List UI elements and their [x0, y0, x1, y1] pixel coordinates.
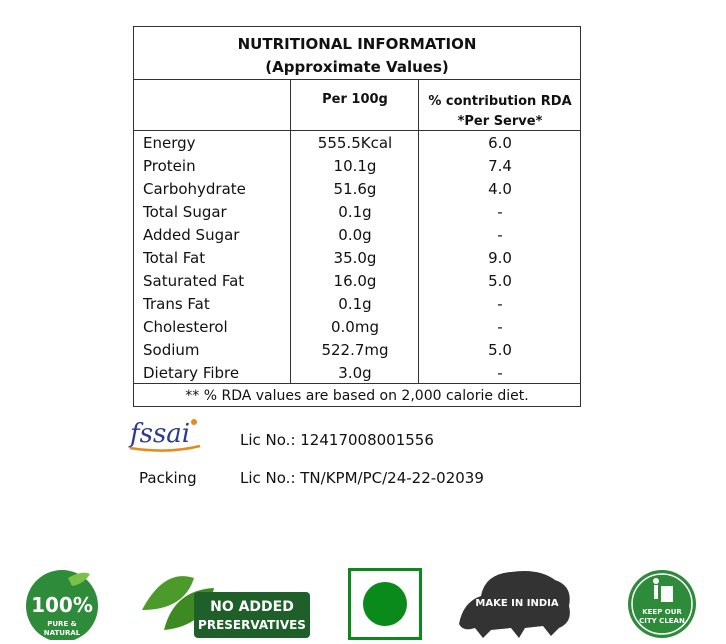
packing-license: Lic No.: TN/KPM/PC/24-22-02039 — [240, 469, 484, 487]
make-in-india-badge — [455, 566, 577, 644]
nutrition-title: NUTRITIONAL INFORMATION — [237, 35, 477, 53]
nutrient-name: Cholesterol — [143, 318, 228, 336]
per100-value: 35.0g — [333, 249, 377, 267]
nutrient-name: Protein — [143, 157, 196, 175]
per100-value: 0.0mg — [331, 318, 379, 336]
rda-footnote: ** % RDA values are based on 2,000 calorie diet. — [134, 383, 580, 408]
nutrition-row — [134, 131, 580, 154]
nutrition-row — [134, 292, 580, 315]
pure-line2: NATURAL — [43, 629, 81, 637]
per100-value: 0.1g — [338, 295, 372, 313]
rda-value: - — [497, 203, 503, 221]
per100-value: 0.0g — [338, 226, 372, 244]
nutrition-row — [134, 338, 580, 361]
fssai-logo — [128, 414, 208, 458]
header-per100: Per 100g — [322, 92, 388, 107]
header-rda — [419, 92, 581, 132]
pure-percent: 100% — [31, 593, 93, 617]
nutrition-row — [134, 361, 580, 384]
rda-value: - — [497, 226, 503, 244]
nutrient-name: Total Fat — [143, 249, 206, 267]
header-rda-line2: *Per Serve* — [457, 114, 543, 129]
nutrition-row — [134, 269, 580, 292]
nutrient-name: Sodium — [143, 341, 200, 359]
per100-value: 522.7mg — [321, 341, 389, 359]
rda-value: 5.0 — [488, 272, 512, 290]
pure-natural-badge — [24, 568, 100, 644]
nutrient-name: Added Sugar — [143, 226, 240, 244]
per100-value: 555.5Kcal — [317, 134, 393, 152]
per100-value: 10.1g — [333, 157, 377, 175]
per100-value: 0.1g — [338, 203, 372, 221]
rda-value: 4.0 — [488, 180, 512, 198]
preservatives-line1: NO ADDED — [210, 599, 294, 615]
nutrient-name: Total Sugar — [143, 203, 227, 221]
rda-value: 6.0 — [488, 134, 512, 152]
fssai-license: Lic No.: 12417008001556 — [240, 431, 434, 449]
nutrient-name: Saturated Fat — [143, 272, 245, 290]
rda-value: - — [497, 318, 503, 336]
rda-value: 9.0 — [488, 249, 512, 267]
nutrition-row — [134, 200, 580, 223]
veg-symbol-icon — [348, 568, 422, 644]
pure-line1: PURE & — [47, 620, 77, 628]
nutrient-name: Carbohydrate — [143, 180, 246, 198]
per100-value: 3.0g — [338, 364, 372, 382]
nutrient-name: Dietary Fibre — [143, 364, 240, 382]
nutrition-row — [134, 177, 580, 200]
rda-value: 7.4 — [488, 157, 512, 175]
city-line2: CITY CLEAN — [639, 617, 685, 625]
rda-value: 5.0 — [488, 341, 512, 359]
nutrition-header-row — [134, 79, 580, 131]
rda-value: - — [497, 364, 503, 382]
nutrition-table — [133, 26, 581, 407]
fssai-logo-text: fssai — [130, 419, 191, 449]
nutrient-name: Energy — [143, 134, 196, 152]
no-preservatives-badge — [134, 570, 314, 644]
make-in-india-text: MAKE IN INDIA — [475, 598, 559, 609]
nutrition-subtitle: (Approximate Values) — [265, 58, 449, 76]
packing-label: Packing — [139, 469, 197, 487]
nutrition-row — [134, 315, 580, 338]
rda-value: - — [497, 295, 503, 313]
header-rda-line1: % contribution RDA — [428, 94, 572, 109]
nutrition-row — [134, 154, 580, 177]
nutrition-row — [134, 246, 580, 269]
preservatives-line2: PRESERVATIVES — [198, 618, 306, 632]
nutrition-title-box — [134, 27, 580, 80]
nutrition-row — [134, 223, 580, 246]
per100-value: 51.6g — [333, 180, 377, 198]
per100-value: 16.0g — [333, 272, 377, 290]
city-line1: KEEP OUR — [642, 608, 682, 616]
nutrient-name: Trans Fat — [143, 295, 210, 313]
keep-city-clean-badge — [626, 568, 698, 644]
